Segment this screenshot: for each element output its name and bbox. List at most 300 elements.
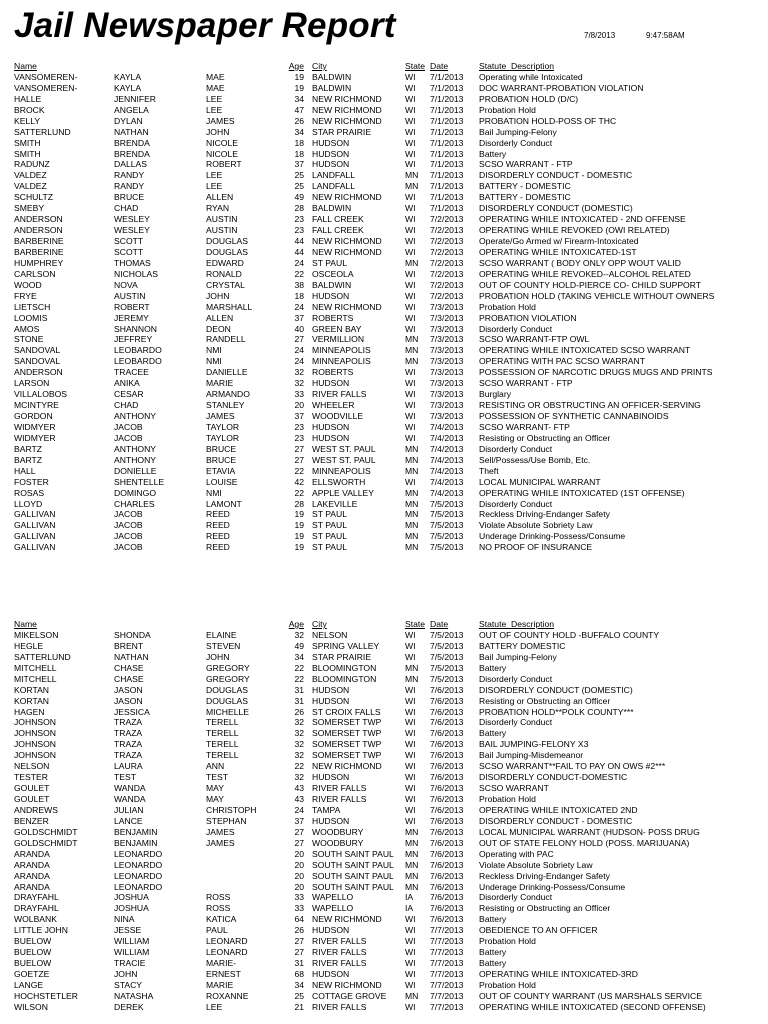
city-cell: SOMERSET TWP [312, 717, 382, 728]
middle-name-cell: MAE [206, 82, 225, 93]
state-cell: MN [405, 673, 419, 684]
booking-date-cell: 7/7/2013 [430, 969, 464, 979]
header-date: Date [430, 61, 449, 71]
middle-name-cell: DOUGLAS [206, 695, 249, 706]
state-cell: WI [405, 640, 416, 651]
state-cell: WI [405, 378, 416, 389]
booking-date-cell: 7/5/2013 [430, 673, 464, 684]
first-name-cell: DALLAS [114, 159, 147, 170]
first-name-cell: TRAZA [114, 717, 143, 728]
middle-name-cell: TERELL [206, 717, 239, 728]
header-state: State [405, 61, 426, 71]
first-name-cell: JESSICA [114, 706, 150, 717]
booking-date-cell: 7/2/2013 [430, 214, 464, 225]
booking-date-cell: 7/6/2013 [430, 892, 464, 903]
last-name-cell: BARBERINE [14, 246, 64, 257]
age-cell: 32 [294, 378, 304, 389]
booking-date-cell: 7/1/2013 [430, 203, 464, 214]
middle-name-cell: ROSS [206, 892, 231, 903]
last-name-cell: SATTERLUND [14, 651, 71, 662]
city-cell: SOUTH SAINT PAUL [312, 848, 394, 859]
booking-date-cell: 7/4/2013 [430, 454, 464, 465]
last-name-cell: MIKELSON [14, 629, 59, 640]
table-row [0, 159, 768, 170]
middle-name-cell: MICHELLE [206, 706, 249, 717]
last-name-cell: BROCK [14, 104, 45, 115]
first-name-cell: KAYLA [114, 71, 142, 82]
statute-description-cell: Battery [479, 148, 507, 159]
middle-name-cell: ARMANDO [206, 389, 250, 400]
age-cell: 24 [294, 345, 304, 356]
last-name-cell: JOHNSON [14, 739, 57, 750]
city-cell: WEST ST. PAUL [312, 443, 376, 454]
first-name-cell: TRAZA [114, 728, 143, 739]
state-cell: WI [405, 421, 416, 432]
booking-date-cell: 7/6/2013 [430, 870, 464, 881]
state-cell: MN [405, 334, 419, 345]
age-cell: 20 [294, 848, 304, 859]
state-cell: WI [405, 323, 416, 334]
statute-description-cell: OPERATING WHILE INTOXICATED SCSO WARRANT [479, 345, 691, 356]
city-cell: HUDSON [312, 695, 350, 706]
table-row [0, 334, 768, 345]
middle-name-cell: MAY [206, 794, 224, 804]
city-cell: NEW RICHMOND [312, 192, 382, 203]
first-name-cell: JOSHUA [114, 892, 149, 903]
statute-description-cell: Resisting or Obstructing an Officer [479, 695, 611, 706]
statute-description-cell: LOCAL MUNICIPAL WARRANT [479, 476, 601, 487]
first-name-cell: NINA [114, 914, 135, 925]
city-cell: WAPELLO [312, 892, 354, 903]
last-name-cell: HEGLE [14, 640, 44, 651]
state-cell: WI [405, 772, 416, 783]
table-row [0, 761, 768, 772]
last-name-cell: BUELOW [14, 947, 52, 958]
state-cell: WI [405, 728, 416, 739]
table-row [0, 105, 768, 116]
statute-description-cell: SCSO WARRANT [479, 783, 549, 794]
first-name-cell: NATASHA [114, 990, 154, 1001]
statute-description-cell: Reckless Driving-Endanger Safety [479, 509, 610, 520]
middle-name-cell: MAY [206, 783, 224, 794]
age-cell: 27 [294, 334, 304, 345]
statute-description-cell: Disorderly Conduct [479, 498, 553, 509]
first-name-cell: DONIELLE [114, 465, 157, 476]
table-row [0, 214, 768, 225]
age-cell: 19 [294, 520, 304, 531]
state-cell: MN [405, 509, 419, 520]
first-name-cell: JESSE [114, 925, 142, 936]
last-name-cell: HALL [14, 465, 36, 476]
header-city: City [312, 619, 327, 629]
statute-description-cell: SCSO WARRANT**FAIL TO PAY ON OWS #2*** [479, 761, 666, 772]
age-cell: 32 [294, 750, 304, 761]
first-name-cell: DEREK [114, 1001, 144, 1012]
city-cell: RIVER FALLS [312, 958, 367, 969]
table-row [0, 991, 768, 1002]
state-cell: WI [405, 717, 416, 728]
state-cell: WI [405, 236, 416, 246]
booking-date-cell: 7/3/2013 [430, 356, 464, 367]
age-cell: 43 [294, 794, 304, 804]
age-cell: 27 [294, 936, 304, 947]
last-name-cell: GOLDSCHMIDT [14, 826, 78, 837]
first-name-cell: CHASE [114, 673, 144, 684]
booking-date-cell: 7/6/2013 [430, 826, 464, 837]
last-name-cell: ANDERSON [14, 225, 63, 236]
last-name-cell: VALDEZ [14, 170, 47, 181]
table-row [0, 849, 768, 860]
city-cell: VERMILLION [312, 334, 365, 345]
booking-date-cell: 7/6/2013 [430, 695, 464, 706]
table-row [0, 641, 768, 652]
middle-name-cell: LAMONT [206, 498, 242, 509]
city-cell: RIVER FALLS [312, 794, 367, 804]
first-name-cell: WILLIAM [114, 947, 150, 958]
state-cell: WI [405, 1001, 416, 1012]
table-row [0, 367, 768, 378]
statute-description-cell: Sell/Possess/Use Bomb, Etc. [479, 454, 591, 465]
statute-description-cell: BATTERY DOMESTIC [479, 640, 566, 651]
first-name-cell: WESLEY [114, 225, 150, 236]
age-cell: 20 [294, 859, 304, 870]
middle-name-cell: STEPHAN [206, 815, 247, 826]
booking-date-cell: 7/3/2013 [430, 301, 464, 312]
state-cell: WI [405, 137, 416, 148]
middle-name-cell: RYAN [206, 203, 230, 214]
booking-date-cell: 7/2/2013 [430, 279, 464, 290]
state-cell: WI [405, 706, 416, 717]
statute-description-cell: Disorderly Conduct [479, 892, 553, 903]
booking-date-cell: 7/1/2013 [430, 104, 464, 115]
state-cell: WI [405, 148, 416, 159]
statute-description-cell: Resisting or Obstructing an Officer [479, 432, 611, 443]
city-cell: ST CROIX FALLS [312, 706, 381, 717]
table-row [0, 1002, 768, 1013]
table-row [0, 980, 768, 991]
middle-name-cell: BRUCE [206, 454, 237, 465]
state-cell: MN [405, 881, 419, 892]
age-cell: 26 [294, 925, 304, 936]
middle-name-cell: LEONARD [206, 936, 248, 947]
age-cell: 25 [294, 990, 304, 1001]
statute-description-cell: Disorderly Conduct [479, 443, 553, 454]
state-cell: WI [405, 367, 416, 378]
first-name-cell: SCOTT [114, 246, 144, 257]
age-cell: 23 [294, 421, 304, 432]
table-row [0, 203, 768, 214]
first-name-cell: STACY [114, 979, 143, 990]
statute-description-cell: OPERATING WHILE INTOXICATED (1ST OFFENSE) [479, 487, 685, 498]
table-row [0, 345, 768, 356]
first-name-cell: NICHOLAS [114, 268, 158, 279]
booking-date-cell: 7/5/2013 [430, 662, 464, 673]
last-name-cell: MITCHELL [14, 662, 57, 673]
city-cell: HUDSON [312, 421, 350, 432]
state-cell: WI [405, 268, 416, 279]
last-name-cell: WOOD [14, 279, 42, 290]
statute-description-cell: LOCAL MUNICIPAL WARRANT (HUDSON- POSS DRUG [479, 826, 700, 837]
last-name-cell: WIDMYER [14, 421, 56, 432]
city-cell: SPRING VALLEY [312, 640, 380, 651]
state-cell: WI [405, 783, 416, 794]
last-name-cell: VILLALOBOS [14, 389, 68, 400]
booking-date-cell: 7/6/2013 [430, 914, 464, 925]
first-name-cell: DYLAN [114, 115, 143, 126]
statute-description-cell: OUT OF STATE FELONY HOLD (POSS. MARIJUANA) [479, 837, 690, 848]
city-cell: NEW RICHMOND [312, 236, 382, 246]
table-row [0, 444, 768, 455]
booking-date-cell: 7/2/2013 [430, 290, 464, 301]
state-cell: MN [405, 170, 419, 181]
report-date: 7/8/2013 [584, 31, 616, 40]
first-name-cell: LEONARDO [114, 881, 163, 892]
table-row [0, 531, 768, 542]
age-cell: 19 [294, 509, 304, 520]
table-row [0, 914, 768, 925]
middle-name-cell: TERELL [206, 728, 239, 739]
first-name-cell: SHANNON [114, 323, 157, 334]
age-cell: 22 [294, 662, 304, 673]
last-name-cell: VALDEZ [14, 181, 47, 192]
table-row [0, 258, 768, 269]
booking-date-cell: 7/4/2013 [430, 465, 464, 476]
table-row [0, 138, 768, 149]
city-cell: WOODVILLE [312, 411, 364, 421]
age-cell: 37 [294, 815, 304, 826]
table-row [0, 225, 768, 236]
city-cell: HUDSON [312, 772, 350, 783]
first-name-cell: JEREMY [114, 312, 149, 323]
statute-description-cell: POSSESSION OF NARCOTIC DRUGS MUGS AND PRINTS [479, 367, 713, 378]
state-cell: WI [405, 925, 416, 936]
table-row [0, 181, 768, 192]
header-statute: Statute_Description [479, 619, 554, 629]
booking-date-cell: 7/5/2013 [430, 629, 464, 640]
booking-date-cell: 7/5/2013 [430, 520, 464, 531]
table-row [0, 728, 768, 739]
age-cell: 44 [294, 236, 304, 246]
last-name-cell: JOHNSON [14, 728, 57, 739]
statute-description-cell: OPERATING WHILE INTOXICATED (SECOND OFFENSE) [479, 1001, 706, 1012]
statute-description-cell: Probation Hold [479, 936, 536, 947]
last-name-cell: SANDOVAL [14, 356, 61, 367]
first-name-cell: BRENT [114, 640, 144, 651]
statute-description-cell: Battery [479, 958, 507, 969]
table-row [0, 794, 768, 805]
city-cell: BALDWIN [312, 279, 352, 290]
middle-name-cell: EDWARD [206, 257, 244, 268]
statute-description-cell: Violate Absolute Sobriety Law [479, 520, 593, 531]
booking-date-cell: 7/1/2013 [430, 159, 464, 170]
city-cell: ST PAUL [312, 520, 348, 531]
table-row [0, 925, 768, 936]
last-name-cell: MCINTYRE [14, 400, 59, 411]
state-cell: MN [405, 498, 419, 509]
table-row [0, 291, 768, 302]
city-cell: BLOOMINGTON [312, 662, 377, 673]
age-cell: 20 [294, 881, 304, 892]
table-row [0, 903, 768, 914]
booking-date-cell: 7/6/2013 [430, 903, 464, 914]
first-name-cell: CHAD [114, 400, 139, 411]
state-cell: IA [405, 903, 414, 914]
age-cell: 25 [294, 170, 304, 181]
first-name-cell: JACOB [114, 520, 143, 531]
age-cell: 23 [294, 214, 304, 225]
first-name-cell: RANDY [114, 170, 145, 181]
age-cell: 24 [294, 356, 304, 367]
statute-description-cell: PROBATION HOLD (D/C) [479, 93, 579, 104]
first-name-cell: WANDA [114, 794, 146, 804]
statute-description-cell: SCSO WARRANT-FTP OWL [479, 334, 590, 345]
city-cell: BALDWIN [312, 71, 352, 82]
middle-name-cell: AUSTIN [206, 225, 238, 236]
statute-description-cell: POSSESSION OF SYNTHETIC CANNABINOIDS [479, 411, 669, 421]
statute-description-cell: OPERATING WHILE INTOXICATED-1ST [479, 246, 637, 257]
city-cell: HUDSON [312, 159, 350, 170]
booking-date-cell: 7/6/2013 [430, 761, 464, 772]
state-cell: MN [405, 181, 419, 192]
last-name-cell: GOULET [14, 794, 50, 804]
middle-name-cell: LEE [206, 170, 223, 181]
age-cell: 21 [294, 1001, 304, 1012]
middle-name-cell: REED [206, 520, 230, 531]
last-name-cell: HALLE [14, 93, 42, 104]
statute-description-cell: NO PROOF OF INSURANCE [479, 542, 593, 553]
state-cell: WI [405, 115, 416, 126]
last-name-cell: AMOS [14, 323, 40, 334]
statute-description-cell: Battery [479, 947, 507, 958]
booking-date-cell: 7/1/2013 [430, 181, 464, 192]
first-name-cell: TRACIE [114, 958, 146, 969]
first-name-cell: BENJAMIN [114, 826, 158, 837]
last-name-cell: LARSON [14, 378, 50, 389]
statute-description-cell: OPERATING WHILE REVOKED--ALCOHOL RELATED [479, 268, 691, 279]
state-cell: WI [405, 71, 416, 82]
table-row [0, 313, 768, 324]
state-cell: MN [405, 487, 419, 498]
city-cell: WEST ST. PAUL [312, 454, 376, 465]
statute-description-cell: Probation Hold [479, 979, 536, 990]
booking-date-cell: 7/3/2013 [430, 323, 464, 334]
age-cell: 68 [294, 969, 304, 979]
city-cell: NEW RICHMOND [312, 979, 382, 990]
middle-name-cell: ROSS [206, 903, 231, 914]
booking-date-cell: 7/5/2013 [430, 509, 464, 520]
middle-name-cell: MARIE [206, 979, 234, 990]
last-name-cell: TESTER [14, 772, 48, 783]
booking-date-cell: 7/7/2013 [430, 958, 464, 969]
state-cell: MN [405, 443, 419, 454]
age-cell: 22 [294, 761, 304, 772]
first-name-cell: LANCE [114, 815, 143, 826]
statute-description-cell: DISORDERLY CONDUCT (DOMESTIC) [479, 203, 633, 214]
last-name-cell: GOETZE [14, 969, 50, 979]
city-cell: ST PAUL [312, 531, 348, 542]
state-cell: WI [405, 815, 416, 826]
first-name-cell: TEST [114, 772, 136, 783]
first-name-cell: SCOTT [114, 236, 144, 246]
state-cell: MN [405, 990, 419, 1001]
age-cell: 28 [294, 498, 304, 509]
city-cell: LANDFALL [312, 181, 355, 192]
last-name-cell: SMITH [14, 137, 41, 148]
middle-name-cell: ROBERT [206, 159, 242, 170]
middle-name-cell: NICOLE [206, 148, 238, 159]
state-cell: MN [405, 870, 419, 881]
table-row [0, 499, 768, 510]
last-name-cell: DRAYFAHL [14, 892, 59, 903]
table-row [0, 378, 768, 389]
last-name-cell: LANGE [14, 979, 44, 990]
statute-description-cell: BATTERY - DOMESTIC [479, 192, 571, 203]
statute-description-cell: Resisting or Obstructing an Officer [479, 903, 611, 914]
booking-date-cell: 7/6/2013 [430, 848, 464, 859]
booking-date-cell: 7/2/2013 [430, 225, 464, 236]
state-cell: WI [405, 979, 416, 990]
middle-name-cell: JOHN [206, 651, 230, 662]
city-cell: HUDSON [312, 684, 350, 695]
last-name-cell: BARTZ [14, 454, 43, 465]
middle-name-cell: CHRISTOPH [206, 804, 257, 815]
statute-description-cell: SCSO WARRANT - FTP [479, 159, 573, 170]
state-cell: MN [405, 257, 419, 268]
first-name-cell: BRUCE [114, 192, 145, 203]
city-cell: TAMPA [312, 804, 341, 815]
column-header-row [0, 619, 768, 630]
age-cell: 23 [294, 432, 304, 443]
age-cell: 33 [294, 389, 304, 400]
first-name-cell: JACOB [114, 432, 143, 443]
state-cell: MN [405, 465, 419, 476]
middle-name-cell: JOHN [206, 290, 230, 301]
table-row [0, 630, 768, 641]
last-name-cell: JOHNSON [14, 750, 57, 761]
age-cell: 31 [294, 695, 304, 706]
booking-date-cell: 7/2/2013 [430, 257, 464, 268]
age-cell: 27 [294, 454, 304, 465]
header-name: Name [14, 61, 37, 71]
age-cell: 34 [294, 93, 304, 104]
last-name-cell: HOCHSTETLER [14, 990, 78, 1001]
age-cell: 32 [294, 728, 304, 739]
state-cell: IA [405, 892, 414, 903]
first-name-cell: LEONARDO [114, 848, 163, 859]
first-name-cell: JASON [114, 684, 143, 695]
middle-name-cell: ETAVIA [206, 465, 236, 476]
table-row [0, 94, 768, 105]
first-name-cell: LEOBARDO [114, 356, 162, 367]
middle-name-cell: ERNEST [206, 969, 241, 979]
booking-date-cell: 7/4/2013 [430, 487, 464, 498]
first-name-cell: ANTHONY [114, 411, 157, 421]
table-row [0, 389, 768, 400]
statute-description-cell: Theft [479, 465, 499, 476]
first-name-cell: TRACEE [114, 367, 149, 378]
table-row [0, 750, 768, 761]
middle-name-cell: DANIELLE [206, 367, 248, 378]
last-name-cell: SATTERLUND [14, 126, 71, 137]
last-name-cell: BUELOW [14, 958, 52, 969]
booking-date-cell: 7/4/2013 [430, 476, 464, 487]
table-row [0, 969, 768, 980]
middle-name-cell: NMI [206, 356, 222, 367]
state-cell: WI [405, 739, 416, 750]
header-state: State [405, 619, 426, 629]
statute-description-cell: Bail Jumping-Felony [479, 126, 557, 137]
statute-description-cell: Probation Hold [479, 301, 536, 312]
